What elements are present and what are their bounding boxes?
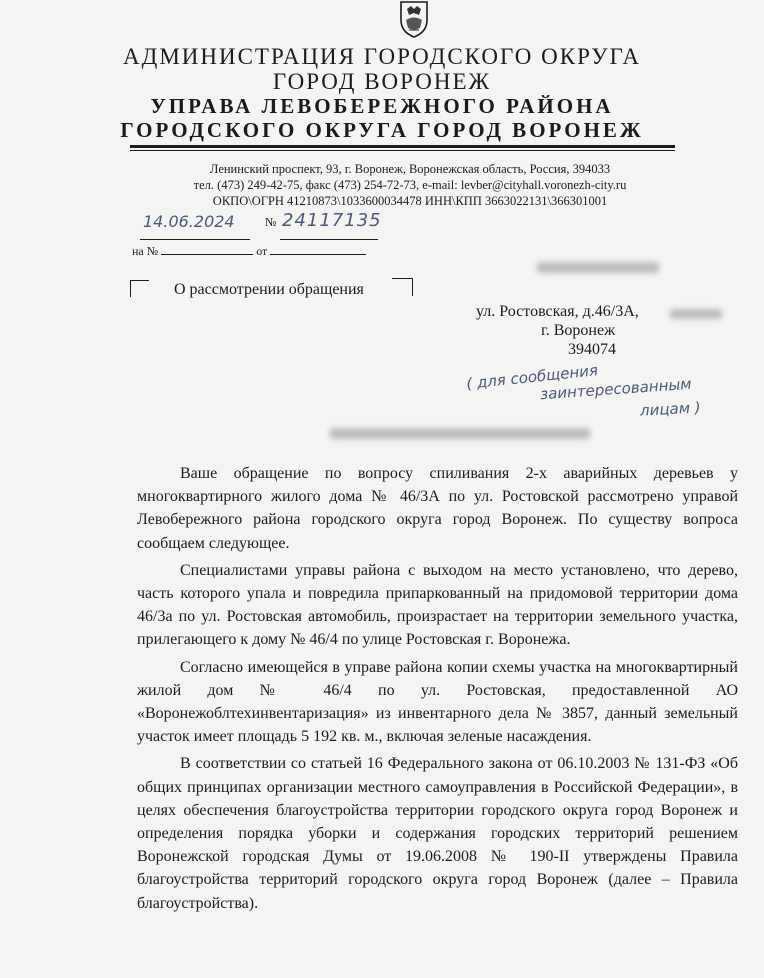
- dept-title-line1: УПРАВА ЛЕВОБЕРЕЖНОГО РАЙОНА: [150, 94, 614, 118]
- letter-body: [137, 462, 738, 919]
- address-postcode: 394074: [568, 341, 616, 358]
- reply-number-blank: [161, 244, 253, 255]
- address-city: г. Воронеж: [541, 322, 616, 339]
- subject-line: О рассмотрении обращения: [174, 281, 364, 298]
- number-underline: [280, 229, 378, 240]
- handwritten-note-line2: заинтересованным: [539, 374, 693, 404]
- body-paragraph: Согласно имеющейся в управе района копии схемы участка на многоквартирный жилой дом № 46/4 по ул. Ростовская, предоставленной АО «Воронежоблтехинвентаризация» из инвентарного дела № 3857, данный земельный участок имеет площадь 5 192 кв. м., включая зеленые насаждения.: [137, 658, 738, 746]
- contact-phone-email: тел. (473) 249-42-75, факс (473) 254-72-73, e-mail: levber@cityhall.voronezh-city.ru: [193, 178, 627, 192]
- dept-title-line2: ГОРОДСКОГО ОКРУГА ГОРОД ВОРОНЕЖ: [120, 118, 644, 142]
- body-paragraph: Специалистами управы района с выходом на место установлено, что дерево, часть которого упала и повредила припаркованный на придомовой территории дома 46/3а по ул. Ростовская автомобиль, произрастает на территории земельного участка, прилегающего к дому № 46/4 по улице Ростовская г. Воронежа.: [137, 561, 738, 649]
- body-paragraph: В соответствии со статьей 16 Федерального закона от 06.10.2003 № 131-ФЗ «Об общих принципах организации местного самоуправления в Российской Федерации», в целях обеспечения благоустройства территории городского округа город Воронеж и определения порядка уборки и содержания городских территорий решением Воронежской городская Думы от 19.06.2008 № 190-II утверждены Правила благоустройства территорий городского округа город Воронеж (далее – Правила благоустройства).: [137, 755, 738, 912]
- date-underline: [140, 229, 250, 240]
- header-rule-thick: [130, 145, 675, 148]
- body-paragraph: Ваше обращение по вопросу спиливания 2-х аварийных деревьев у многоквартирного жилого дома № 46/3А по ул. Ростовской рассмотрено управой Левобережного района городского округа город Воронеж. По существу вопроса сообщаем следующее.: [137, 465, 738, 552]
- handwritten-date: 14.06.2024: [143, 212, 235, 231]
- handwritten-note-line1: ( для сообщения: [465, 361, 599, 393]
- reply-date-blank: [270, 244, 366, 255]
- contact-registry-codes: ОКПО\ОГРН 41210873\1033600034478 ИНН\КПП 3663022131\366301001: [212, 194, 608, 208]
- reply-reference-line: [132, 244, 366, 259]
- number-prefix: №: [265, 215, 277, 229]
- header-rule-thin: [130, 150, 675, 151]
- coat-of-arms-icon: [398, 0, 430, 38]
- reply-from: от: [256, 244, 268, 258]
- handwritten-note-line3: лицам ): [639, 398, 702, 420]
- redacted-salutation: [330, 428, 590, 439]
- contact-address: Ленинский проспект, 93, г. Воронеж, Воронежская область, Россия, 394033: [209, 162, 611, 176]
- subject-bracket-left: [130, 280, 149, 297]
- org-title-line2: ГОРОД ВОРОНЕЖ: [272, 69, 492, 94]
- reply-prefix: на №: [132, 244, 159, 258]
- subject-bracket-right: [392, 278, 413, 296]
- address-street: [476, 303, 639, 321]
- handwritten-number: 24117135: [282, 210, 382, 231]
- redacted-apartment: [670, 309, 722, 319]
- redacted-recipient-name: [537, 262, 659, 273]
- org-title-line1: АДМИНИСТРАЦИЯ ГОРОДСКОГО ОКРУГА: [123, 44, 641, 69]
- address-street-text: ул. Ростовская, д.46/3А,: [476, 303, 639, 320]
